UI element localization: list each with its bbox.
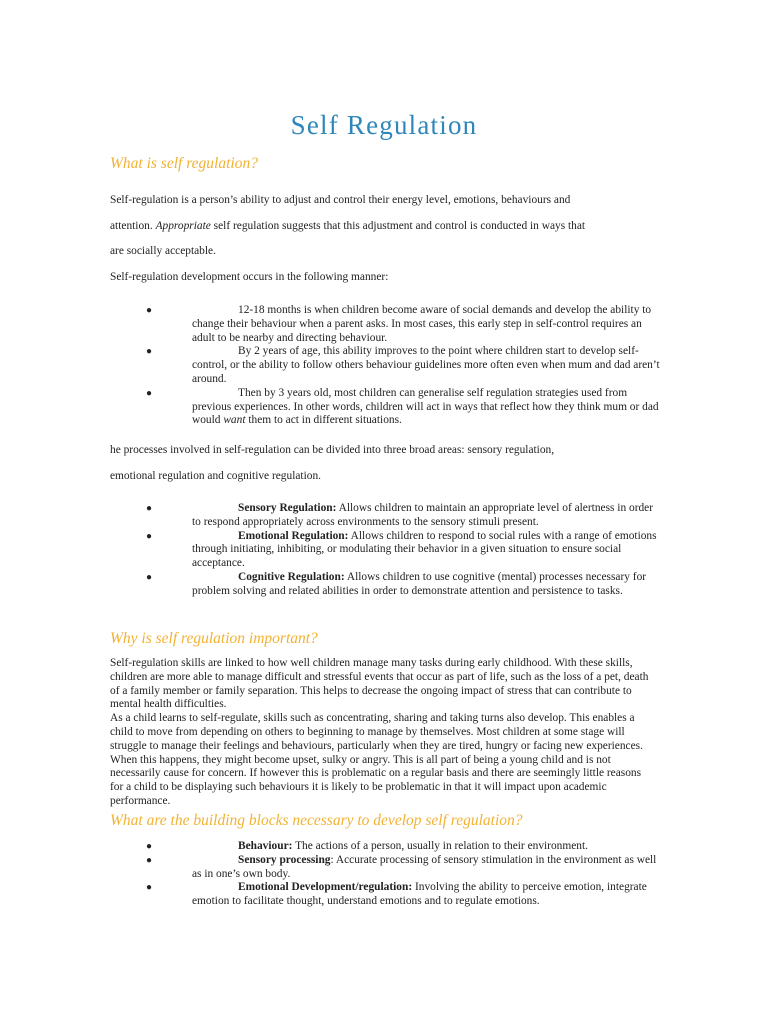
- list-item: [146, 345, 660, 386]
- intro-emphasis: Appropriate: [155, 219, 211, 232]
- bullet-icon: ●: [146, 305, 153, 316]
- why-important-body: [110, 657, 655, 809]
- why-paragraph-2: As a child learns to self-regulate, skills such as concentrating, sharing and taking turns also develop. This enables a child to move from depending on others to beginning to manage by themselves. Most children at some stage will struggle to manage their feelings and behaviours, particularly when they are tired, hungry or facing new experiences. When this happens, they might become upset, sulky or angry. This is all part of being a young child and is not necessarily cause for concern. If however this is problematic on a regular basis and there are seemingly little reasons for a child to be displaying such behaviours it is likely to be problematic in that it will impact upon academic performance.: [110, 712, 643, 807]
- list-item-text: Allows children to use cognitive (mental) processes necessary for problem solving and related abilities in order to demonstrate attention and persistence to tasks.: [192, 570, 647, 597]
- intro-line-2-post: self regulation suggests that this adjustment and control is conducted in ways that: [210, 219, 586, 232]
- list-item: [146, 304, 660, 345]
- list-item: [146, 570, 660, 599]
- why-paragraph-1: Self-regulation skills are linked to how well children manage many tasks during early childhood. With these skills, children are more able to manage difficult and stressful events that occur as part of life, such as the loss of a pet, death of a family member or family separation. This helps to decrease the ongoing impact of stress that can contribute to mental health difficulties.: [110, 657, 649, 711]
- list-item-text: Allows children to maintain an appropriate level of alertness in order to respond appropriately across environments to the sensory stimuli present.: [192, 502, 654, 528]
- development-intro: Self-regulation development occurs in the following manner:: [110, 271, 389, 283]
- list-item: [146, 853, 660, 882]
- list-item-text: By 2 years of age, this ability improves to the point where children start to develop self-control, or the ability to follow others behaviour guidelines more often even when mum and dad aren’t around.: [192, 345, 660, 385]
- list-item-text: The actions of a person, usually in relation to their environment.: [292, 840, 588, 852]
- intro-line-1: Self-regulation is a person’s ability to adjust and control their energy level, emotions, behaviours and: [110, 194, 571, 206]
- processes-paragraph: [110, 438, 650, 489]
- bullet-icon: ●: [146, 882, 153, 894]
- heading-building-blocks: What are the building blocks necessary to develop self regulation?: [110, 812, 523, 829]
- list-item-text: Involving the ability to perceive emotion, integrate emotion to facilitate thought, understand emotions and to regulate emotions.: [192, 881, 647, 908]
- list-item: [146, 840, 660, 854]
- intro-line-2: [110, 214, 650, 240]
- list-item-text: Then by 3 years old, most children can generalise self regulation strategies used from previous experiences. In other words, children will act in ways that reflect how they think mum or dad would: [192, 386, 659, 427]
- page-title: Self Regulation: [290, 110, 478, 140]
- regulation-areas-list: [146, 502, 660, 599]
- bullet-icon: ●: [146, 503, 153, 514]
- list-item-text: 12-18 months is when children become aware of social demands and develop the ability to change their behaviour when a parent asks. In most cases, this early step in self-control requires an adult to be nearby and directing behaviour.: [192, 304, 652, 344]
- processes-line-1: he processes involved in self-regulation can be divided into three broad areas: sensory regulation,: [110, 444, 555, 456]
- list-item: [146, 529, 660, 571]
- list-item-term: Emotional Development/regulation:: [238, 881, 413, 894]
- list-item: [146, 386, 660, 428]
- bullet-icon: ●: [146, 346, 153, 358]
- intro-paragraph: [110, 188, 650, 265]
- bullet-icon: ●: [146, 530, 153, 542]
- list-item: [146, 881, 660, 909]
- list-item-term: Cognitive Regulation:: [238, 570, 345, 583]
- heading-what-is: What is self regulation?: [110, 155, 258, 172]
- processes-line-2: emotional regulation and cognitive regulation.: [110, 469, 321, 482]
- list-item-text: them to act in different situations.: [245, 414, 402, 427]
- building-blocks-list: [146, 840, 660, 909]
- development-list: [146, 304, 660, 428]
- list-item-term: Sensory processing: [238, 853, 331, 866]
- bullet-icon: ●: [146, 854, 153, 866]
- list-item-term: Behaviour:: [238, 840, 293, 852]
- bullet-icon: ●: [146, 571, 153, 583]
- intro-line-2-pre: attention.: [110, 219, 156, 232]
- list-item-emphasis: want: [223, 414, 246, 427]
- list-item: [146, 502, 660, 530]
- list-item-text: Allows children to respond to social rules with a range of emotions through initiating, inhibiting, or modulating their behavior in a given situation to ensure social acceptance.: [192, 529, 657, 570]
- bullet-icon: ●: [146, 387, 153, 399]
- bullet-icon: ●: [146, 841, 153, 852]
- list-item-term: Sensory Regulation:: [238, 502, 337, 514]
- intro-line-3: are socially acceptable.: [110, 245, 216, 257]
- list-item-text: : Accurate processing of sensory stimulation in the environment as well as in one’s own body.: [192, 853, 657, 880]
- list-item-term: Emotional Regulation:: [238, 529, 349, 542]
- heading-why-important: Why is self regulation important?: [110, 630, 318, 647]
